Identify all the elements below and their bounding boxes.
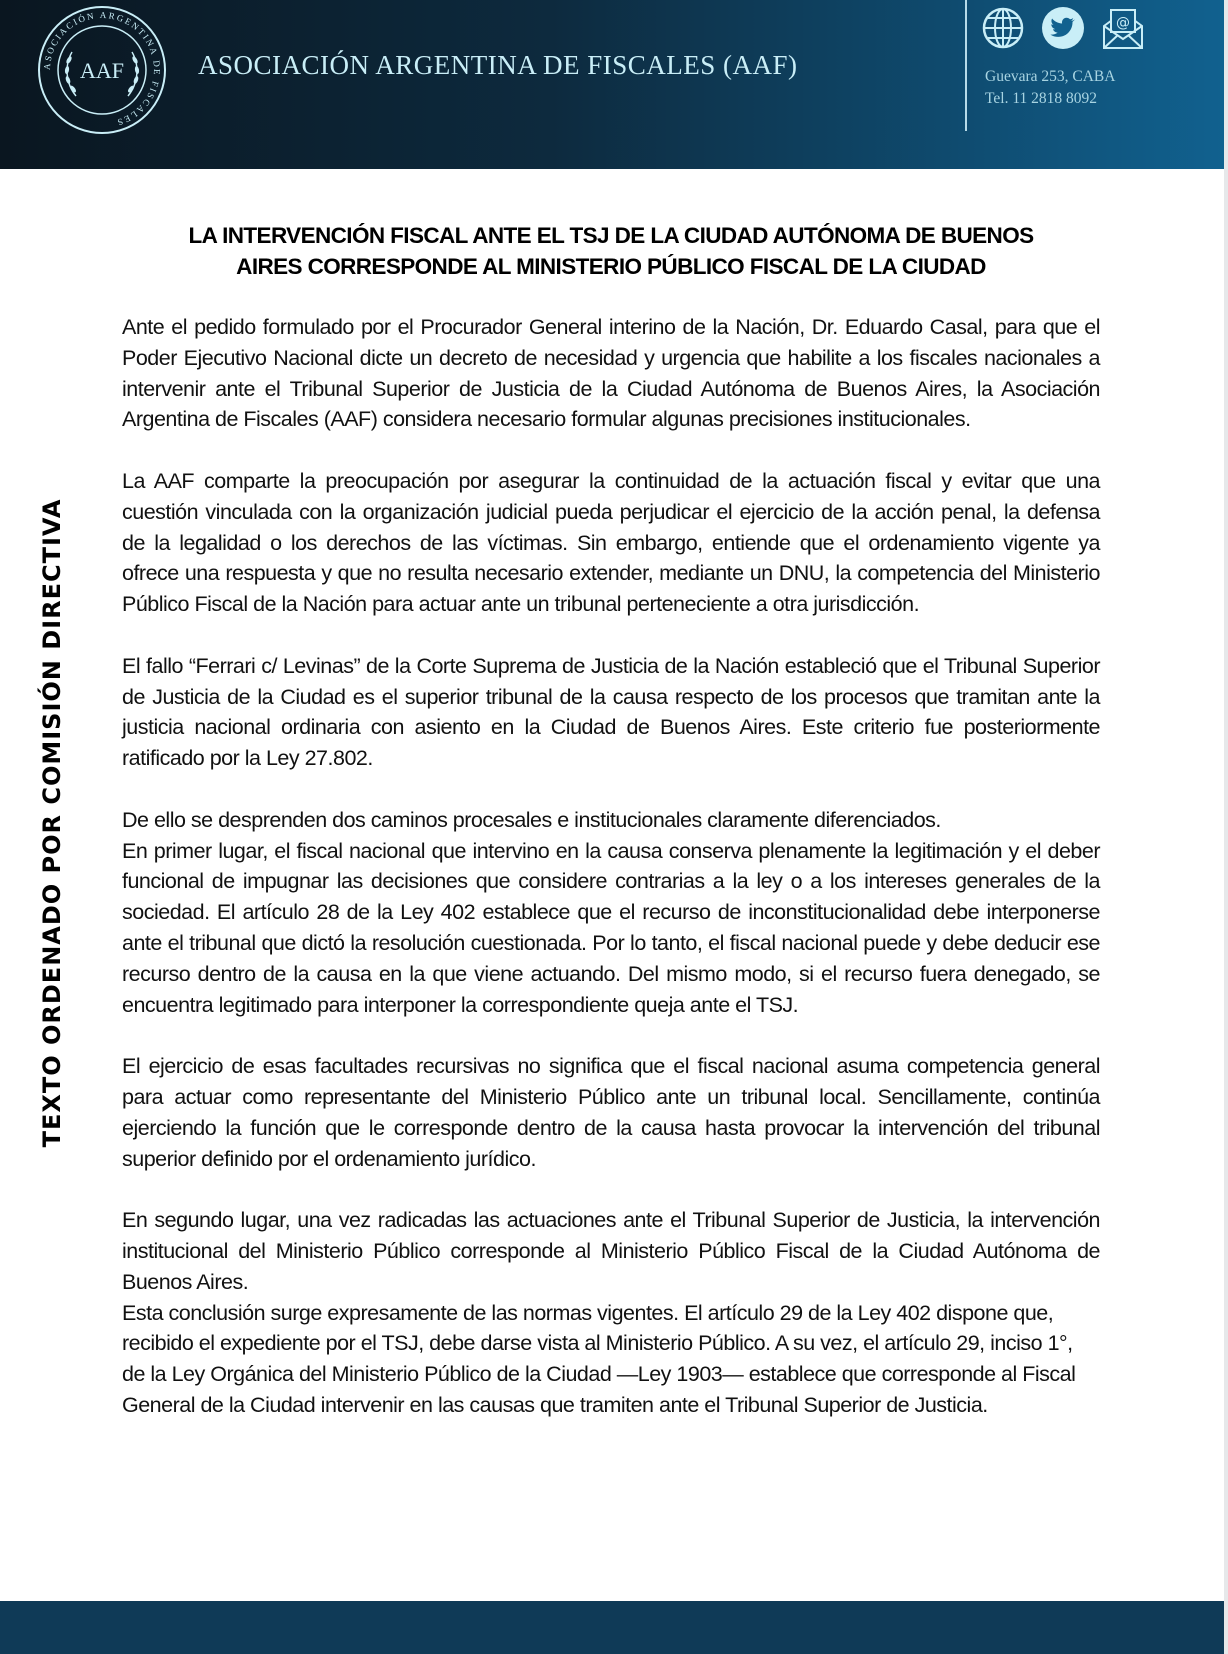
logo-ring-text: ASOCIACIÓN ARGENTINA DE FISCALES xyxy=(41,9,163,129)
title-line-1: LA INTERVENCIÓN FISCAL ANTE EL TSJ DE LA CIUDAD AUTÓNOMA DE BUENOS xyxy=(188,223,1034,248)
paragraph-8: Esta conclusión surge expresamente de las normas vigentes. El artículo 29 de la Ley 402 dispone que, recibido el expediente por el TSJ, debe darse vista al Ministerio Público. A su vez, el artículo 29, inciso 1°, de la Ley Orgánica del Ministerio Público de la Ciudad —Ley 1903— establece que corresponde al Fiscal General de la Ciudad intervenir en las causas que tramiten ante el Tribunal Superior de Justicia. xyxy=(122,1300,1076,1417)
address-line: Guevara 253, CABA xyxy=(985,68,1116,85)
logo-initials: AAF xyxy=(79,58,125,83)
header-divider xyxy=(965,0,967,131)
aaf-logo xyxy=(36,4,168,136)
side-label: TEXTO ORDENADO POR COMISIÓN DIRECTIVA xyxy=(38,498,66,1148)
title-line-2: AIRES CORRESPONDE AL MINISTERIO PÚBLICO FISCAL DE LA CIUDAD xyxy=(236,254,986,279)
document-title xyxy=(122,220,1100,282)
paragraph-7: En segundo lugar, una vez radicadas las actuaciones ante el Tribunal Superior de Justicia, la intervención institucional del Ministerio Público corresponde al Ministerio Público Fiscal de la Ciudad Autónoma de Buenos Aires. xyxy=(122,1208,1100,1294)
page-edge xyxy=(1224,0,1228,1654)
letterhead xyxy=(0,0,1224,169)
paragraph-3: El fallo “Ferrari c/ Levinas” de la Corte Suprema de Justicia de la Nación estableció que el Tribunal Superior de Justicia de la Ciudad es el superior tribunal de la causa respecto de los procesos que tramitan ante la justicia nacional ordinaria con asiento en la Ciudad de Buenos Aires. Este criterio fue posteriormente ratificado por la Ley 27.802. xyxy=(122,653,1100,771)
contact-address xyxy=(985,66,1115,110)
paragraph-5: En primer lugar, el fiscal nacional que intervino en la causa conserva plenamente la legitimación y el deber funcional de impugnar las decisiones que considere contrarias a la ley o a los intereses generales de la sociedad. El artículo 28 de la Ley 402 establece que el recurso de inconstitucionalidad debe interponerse ante el tribunal que dictó la resolución cuestionada. Por lo tanto, el fiscal nacional puede y debe deducir ese recurso dentro de la causa en la que viene actuando. Del mismo modo, si el recurso fuera denegado, se encuentra legitimado para interponer la correspondiente queja ante el TSJ. xyxy=(122,838,1100,1017)
twitter-icon[interactable] xyxy=(1041,6,1085,50)
mail-icon[interactable] xyxy=(1100,6,1146,52)
organization-name: ASOCIACIÓN ARGENTINA DE FISCALES (AAF) xyxy=(198,50,798,80)
paragraph-1: Ante el pedido formulado por el Procurador General interino de la Nación, Dr. Eduardo Casal, para que el Poder Ejecutivo Nacional dicte un decreto de necesidad y urgencia que habilite a los fiscales nacionales a intervenir ante el Tribunal Superior de Justicia de la Ciudad Autónoma de Buenos Aires, la Asociación Argentina de Fiscales (AAF) considera necesario formular algunas precisiones institucionales. xyxy=(122,315,1100,432)
svg-text:@: @ xyxy=(1116,15,1130,31)
paragraph-6: El ejercicio de esas facultades recursivas no significa que el fiscal nacional asuma competencia general para actuar como representante del Ministerio Público ante un tribunal local. Sencillamente, continúa ejerciendo la función que le corresponde dentro de la causa hasta provocar la intervención del tribunal superior definido por el ordenamiento jurídico. xyxy=(122,1054,1100,1171)
document-body xyxy=(122,312,1100,1451)
paragraph-4: De ello se desprenden dos caminos procesales e institucionales claramente diferenciados. xyxy=(122,807,941,832)
phone-line: Tel. 11 2818 8092 xyxy=(985,90,1097,107)
footer-bar xyxy=(0,1601,1224,1654)
paragraph-2: La AAF comparte la preocupación por asegurar la continuidad de la actuación fiscal y evitar que una cuestión vinculada con la organización judicial pueda perjudicar el ejercicio de la acción penal, la defensa de la legalidad o los derechos de las víctimas. Sin embargo, entiende que el ordenamiento vigente ya ofrece una respuesta y que no resulta necesario extender, mediante un DNU, la competencia del Ministerio Público Fiscal de la Nación para actuar ante un tribunal perteneciente a otra jurisdicción. xyxy=(122,468,1100,617)
globe-icon[interactable] xyxy=(981,6,1025,50)
